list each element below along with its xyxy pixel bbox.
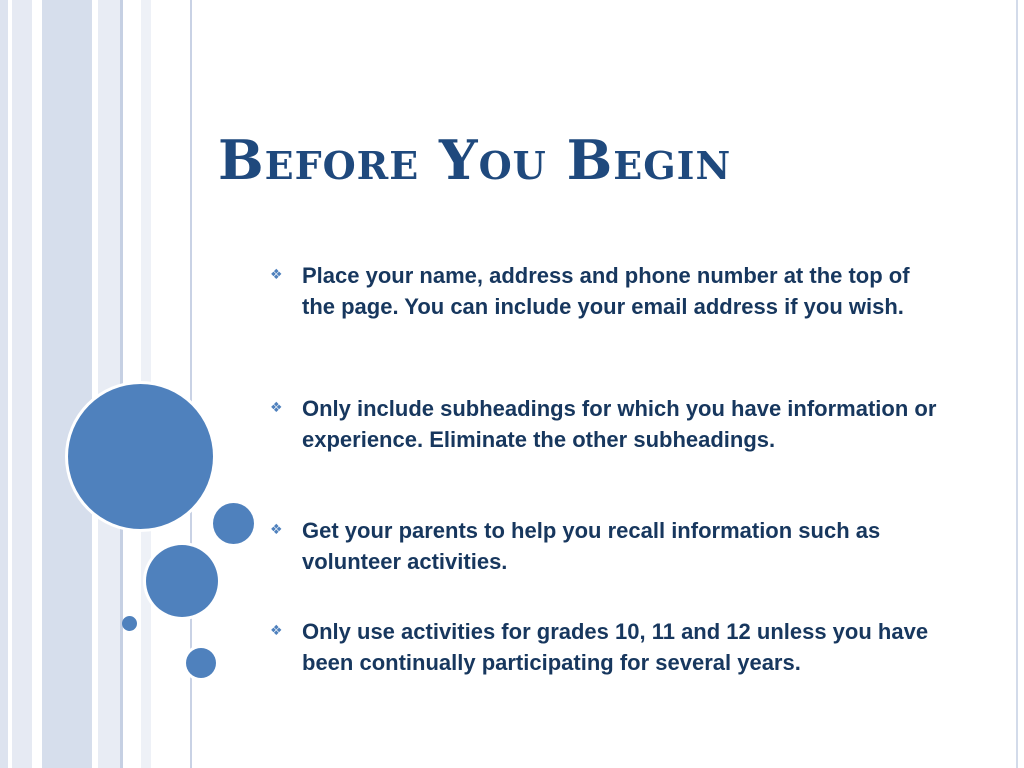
decorative-circle-medium [146, 545, 218, 617]
bullet-item [270, 616, 960, 678]
decorative-stripe [32, 0, 42, 768]
bullet-text: Place your name, address and phone number at the top of the page. You can include your email address if you wish. [302, 263, 910, 319]
diamond-bullet-icon: ❖ [270, 267, 283, 283]
bullet-item [270, 393, 960, 455]
decorative-line [1016, 0, 1018, 768]
diamond-bullet-icon: ❖ [270, 400, 283, 416]
bullet-text: Only include subheadings for which you have information or experience. Eliminate the other subheadings. [302, 396, 937, 452]
bullet-text: Get your parents to help you recall information such as volunteer activities. [302, 518, 881, 574]
decorative-stripe [12, 0, 32, 768]
bullet-text: Only use activities for grades 10, 11 and 12 unless you have been continually participating for several years. [302, 619, 929, 675]
decorative-stripe [0, 0, 8, 768]
diamond-bullet-icon: ❖ [270, 522, 283, 538]
slide-title: Before You Begin [218, 128, 732, 192]
bullet-item [270, 260, 960, 322]
decorative-circle-small [186, 648, 216, 678]
decorative-circle-large [68, 384, 213, 529]
decorative-stripe [98, 0, 120, 768]
decorative-stripe [42, 0, 92, 768]
decorative-circle-small [213, 503, 254, 544]
decorative-circle-tiny [122, 616, 137, 631]
bullet-item [270, 515, 960, 577]
diamond-bullet-icon: ❖ [270, 623, 283, 639]
